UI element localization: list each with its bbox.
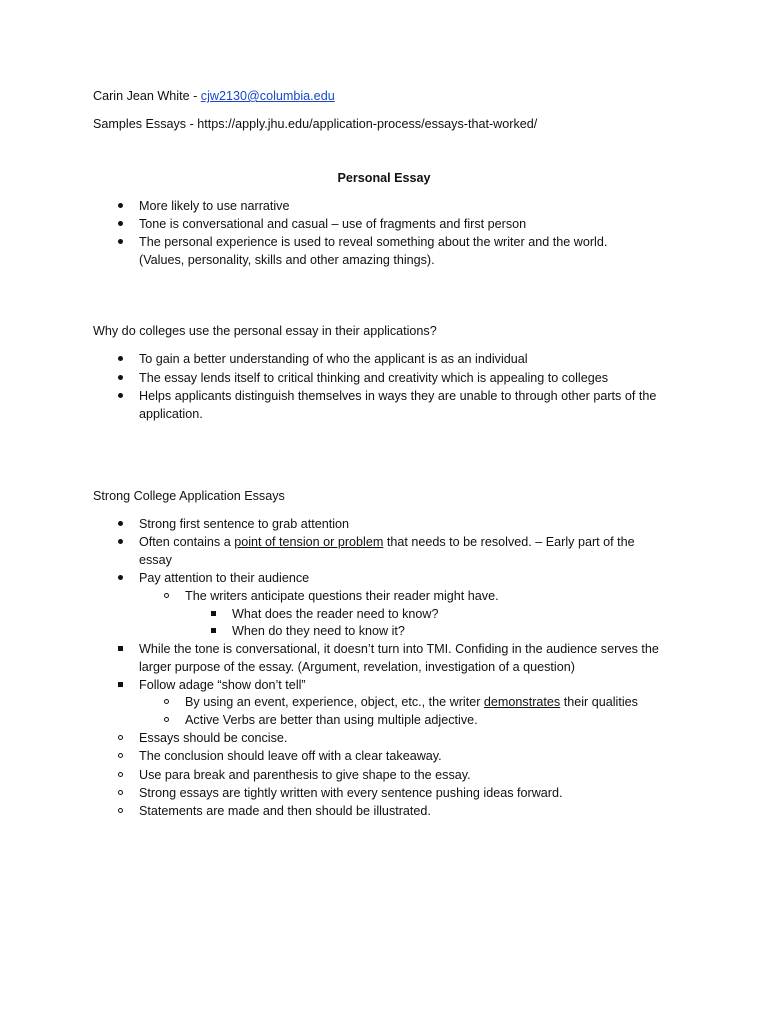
author-name: Carin Jean White -: [93, 89, 201, 103]
bullet-icon: [113, 569, 127, 587]
bullet-icon: [113, 533, 127, 551]
bullet-icon: [113, 215, 127, 233]
list-item: The essay lends itself to critical thinking and creativity which is appealing to colleges: [139, 371, 609, 385]
list-item-text: Often contains a: [139, 535, 235, 549]
list-item-text: that needs to be resolved. – Early part of the essay: [139, 535, 635, 567]
list-item: Follow adage “show don’t tell”: [139, 678, 306, 692]
list-item: Helps applicants distinguish themselves in ways they are unable to through other parts of the application.: [139, 389, 657, 421]
circle-bullet-icon: [113, 784, 127, 802]
list-item: Pay attention to their audience: [139, 571, 310, 585]
sub-sub-list-item: When do they need to know it?: [232, 624, 405, 638]
circle-bullet-icon: [113, 747, 127, 765]
sub-bullet-icon: [159, 711, 173, 729]
list-item: Essays should be concise.: [139, 731, 288, 745]
list-item: Tone is conversational and casual – use of fragments and first person: [139, 217, 527, 231]
section-heading-why-colleges: Why do colleges use the personal essay in their applications?: [93, 324, 437, 338]
circle-bullet-icon: [113, 802, 127, 820]
square-bullet-icon: [113, 640, 127, 658]
list-item: The conclusion should leave off with a clear takeaway.: [139, 749, 442, 763]
list-item: Strong essays are tightly written with every sentence pushing ideas forward.: [139, 786, 563, 800]
list-item-text: By using an event, experience, object, etc., the writer: [185, 695, 484, 709]
list-item: While the tone is conversational, it doesn’t turn into TMI. Confiding in the audience serves the larger purpose of the essay. (Argument, revelation, investigation of a question): [139, 642, 659, 674]
bullet-icon: [113, 233, 127, 251]
bullet-icon: [113, 350, 127, 368]
author-email-link[interactable]: cjw2130@columbia.edu: [200, 89, 335, 103]
sub-list-item: Active Verbs are better than using multiple adjective.: [185, 713, 478, 727]
square-bullet-icon: [206, 622, 220, 640]
underlined-word: demonstrates: [483, 695, 561, 709]
list-item: Statements are made and then should be illustrated.: [139, 804, 431, 818]
samples-line: Samples Essays - https://apply.jhu.edu/application-process/essays-that-worked/: [93, 117, 538, 131]
list-item: [139, 533, 664, 569]
square-bullet-icon: [206, 605, 220, 623]
list-item: Use para break and parenthesis to give shape to the essay.: [139, 768, 471, 782]
square-bullet-icon: [113, 676, 127, 694]
list-item: To gain a better understanding of who the applicant is as an individual: [139, 352, 528, 366]
underlined-phrase: point of tension or problem: [234, 535, 384, 549]
list-item: More likely to use narrative: [139, 199, 290, 213]
circle-bullet-icon: [113, 766, 127, 784]
list-item: The personal experience is used to reveal something about the writer and the world. (Values, personality, skills and other amazing things).: [139, 235, 608, 267]
bullet-icon: [113, 369, 127, 387]
section-title-personal-essay: Personal Essay: [337, 171, 431, 185]
bullet-icon: [113, 197, 127, 215]
sub-list-item: [185, 693, 725, 711]
section-heading-strong-essays: Strong College Application Essays: [93, 489, 285, 503]
list-item-text: their qualities: [560, 695, 638, 709]
list-item: Strong first sentence to grab attention: [139, 517, 350, 531]
sub-bullet-icon: [159, 693, 173, 711]
sub-bullet-icon: [159, 587, 173, 605]
sub-sub-list-item: What does the reader need to know?: [232, 607, 439, 621]
bullet-icon: [113, 515, 127, 533]
bullet-icon: [113, 387, 127, 405]
sub-list-item: The writers anticipate questions their reader might have.: [185, 589, 499, 603]
circle-bullet-icon: [113, 729, 127, 747]
author-line: [93, 87, 335, 105]
